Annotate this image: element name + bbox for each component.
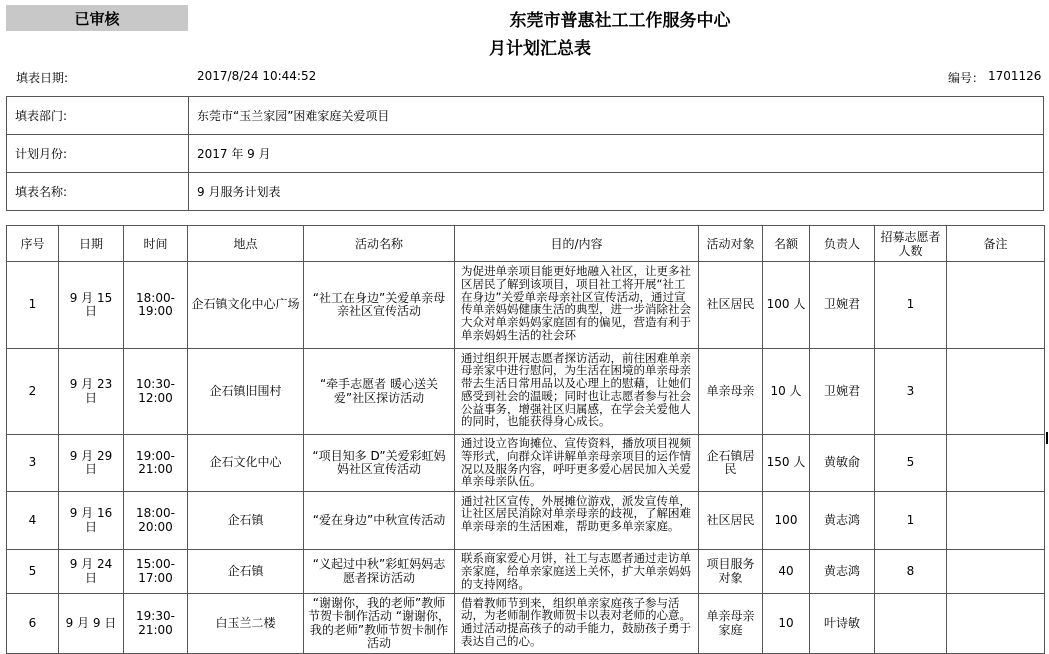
doc-number-label: 编号： xyxy=(948,71,985,85)
cell-remark xyxy=(947,262,1045,349)
col-header-leader: 负责人 xyxy=(810,226,875,262)
col-header-no: 序号 xyxy=(7,226,59,262)
cell-place: 企石镇 xyxy=(188,550,304,594)
cell-leader: 黄敏俞 xyxy=(810,435,875,492)
fill-date-label: 填表日期: xyxy=(16,71,69,85)
cell-date: 9 月 15 日 xyxy=(59,262,124,349)
cell-activity-name: “社工在身边”关爱单亲母亲社区宣传活动 xyxy=(304,262,455,349)
info-row-month xyxy=(7,135,1044,173)
cell-quota: 100 人 xyxy=(763,262,810,349)
cell-leader: 黄志鸿 xyxy=(810,550,875,594)
cell-place: 企石镇旧围村 xyxy=(188,349,304,435)
col-header-quota: 名额 xyxy=(763,226,810,262)
cell-time: 18:00-19:00 xyxy=(124,262,188,349)
cell-content-wrap xyxy=(455,492,699,550)
cell-target: 单亲母亲 xyxy=(699,349,763,435)
cell-target: 企石镇居民 xyxy=(699,435,763,492)
cell-place: 企石文化中心 xyxy=(188,435,304,492)
cell-content-wrap xyxy=(455,550,699,594)
plan-table xyxy=(6,225,1045,654)
organization-title: 东莞市普惠社工工作服务中心 xyxy=(509,11,731,31)
cell-volunteers: 8 xyxy=(875,550,947,594)
info-row-department xyxy=(7,97,1044,135)
cell-time: 10:30-12:00 xyxy=(124,349,188,435)
approval-status-badge: 已审核 xyxy=(6,5,188,31)
cell-volunteers: 5 xyxy=(875,435,947,492)
cell-remark xyxy=(947,492,1045,550)
cell-leader: 卫婉君 xyxy=(810,349,875,435)
cell-no: 5 xyxy=(7,550,59,594)
cell-remark xyxy=(947,435,1045,492)
cell-quota: 100 xyxy=(763,492,810,550)
cell-time: 18:00-20:00 xyxy=(124,492,188,550)
cell-date: 9 月 9 日 xyxy=(59,594,124,654)
cell-place: 企石镇文化中心广场 xyxy=(188,262,304,349)
cell-volunteers: 1 xyxy=(875,492,947,550)
info-row-form-name xyxy=(7,173,1044,211)
cell-remark xyxy=(947,349,1045,435)
cell-no: 2 xyxy=(7,349,59,435)
info-table xyxy=(6,96,1044,211)
cell-no: 6 xyxy=(7,594,59,654)
cell-volunteers xyxy=(875,594,947,654)
cell-target: 社区居民 xyxy=(699,262,763,349)
cell-content-wrap xyxy=(455,594,699,654)
doc-number-value: 1701126 xyxy=(988,69,1042,83)
col-header-target: 活动对象 xyxy=(699,226,763,262)
cell-content-wrap xyxy=(455,349,699,435)
cell-content-wrap xyxy=(455,435,699,492)
cell-place: 企石镇 xyxy=(188,492,304,550)
cell-volunteers: 1 xyxy=(875,262,947,349)
cell-content: 为促进单亲项目能更好地融入社区，让更多社区居民了解到该项目，项目社工将开展“社工在身边”关爱单亲母亲社区宣传活动，通过宣传单亲妈妈健康生活的典型，进一步消除社会大众对单亲妈妈家庭固有的偏见，营造有利于单亲妈妈生活的社会环 xyxy=(461,265,691,342)
cell-time: 19:30-21:00 xyxy=(124,594,188,654)
cell-date: 9 月 16 日 xyxy=(59,492,124,550)
cell-quota: 40 xyxy=(763,550,810,594)
cell-no: 1 xyxy=(7,262,59,349)
cell-time: 19:00-21:00 xyxy=(124,435,188,492)
info-label: 填表名称: xyxy=(7,173,189,211)
cell-place: 白玉兰二楼 xyxy=(188,594,304,654)
cell-content: 通过组织开展志愿者探访活动，前往困难单亲母亲家中进行慰问，为生活在困境的单亲母亲带去生活日常用品以及心理上的慰藉，让她们感受到社会的温暖；同时也让志愿者参与社会公益事务，增强社区归属感，在学会关爱他人的同时，也能获得身心成长。 xyxy=(461,351,691,429)
cell-date: 9 月 23 日 xyxy=(59,349,124,435)
table-row[interactable] xyxy=(7,594,1045,654)
cell-time: 15:00-17:00 xyxy=(124,550,188,594)
cell-content: 通过社区宣传，外展摊位游戏，派发宣传单，让社区居民消除对单亲母亲的歧视，了解困难单亲母亲的生活困难，帮助更多单亲家庭。 xyxy=(461,494,691,534)
fill-date-value: 2017/8/24 10:44:52 xyxy=(197,69,317,83)
document-title: 月计划汇总表 xyxy=(489,39,591,59)
cell-activity-name: “义起过中秋”彩虹妈妈志愿者探访活动 xyxy=(304,550,455,594)
table-row[interactable] xyxy=(7,550,1045,594)
col-header-date: 日期 xyxy=(59,226,124,262)
col-header-name: 活动名称 xyxy=(304,226,455,262)
cell-remark xyxy=(947,594,1045,654)
cell-no: 4 xyxy=(7,492,59,550)
info-label: 计划月份: xyxy=(7,135,189,173)
col-header-time: 时间 xyxy=(124,226,188,262)
cell-leader: 叶诗敏 xyxy=(810,594,875,654)
cell-leader: 卫婉君 xyxy=(810,262,875,349)
info-value[interactable]: 9 月服务计划表 xyxy=(189,173,1044,211)
table-row[interactable] xyxy=(7,492,1045,550)
table-header-row xyxy=(7,226,1045,262)
cell-quota: 10 xyxy=(763,594,810,654)
cell-quota: 10 人 xyxy=(763,349,810,435)
cell-quota: 150 人 xyxy=(763,435,810,492)
table-row[interactable] xyxy=(7,262,1045,349)
col-header-content: 目的/内容 xyxy=(455,226,699,262)
cell-remark xyxy=(947,550,1045,594)
table-row[interactable] xyxy=(7,435,1045,492)
info-value[interactable]: 2017 年 9 月 xyxy=(189,135,1044,173)
cell-leader: 黄志鸿 xyxy=(810,492,875,550)
cell-date: 9 月 29 日 xyxy=(59,435,124,492)
cell-volunteers: 3 xyxy=(875,349,947,435)
table-row[interactable] xyxy=(7,349,1045,435)
cell-target: 单亲母亲家庭 xyxy=(699,594,763,654)
cell-content: 借着教师节到来，组织单亲家庭孩子参与活动，为老师制作教师贺卡以表对老师的心意。通过活动提高孩子的动手能力，鼓励孩子勇于表达自己的心。 xyxy=(461,596,691,648)
cell-content: 通过设立咨询摊位、宣传资料，播放项目视频等形式，向群众详讲解单亲母亲项目的运作情况以及服务内容，呼吁更多爱心居民加入关爱单亲母亲队伍。 xyxy=(461,437,691,489)
info-value[interactable]: 东莞市“玉兰家园”困难家庭关爱项目 xyxy=(189,97,1044,135)
cell-activity-name: “谢谢你，我的老师”教师节贺卡制作活动 “谢谢你，我的老师”教师节贺卡制作活动 xyxy=(304,594,455,654)
cell-target: 项目服务对象 xyxy=(699,550,763,594)
cell-activity-name: “项目知多 D”关爱彩虹妈妈社区宣传活动 xyxy=(304,435,455,492)
cell-activity-name: “牵手志愿者 暖心送关爱”社区探访活动 xyxy=(304,349,455,435)
cell-activity-name: “爱在身边”中秋宣传活动 xyxy=(304,492,455,550)
text-cursor xyxy=(1046,432,1048,444)
cell-content: 联系商家爱心月饼，社工与志愿者通过走访单亲家庭，给单亲家庭送上关怀，扩大单亲妈妈的支持网络。 xyxy=(461,552,691,591)
info-label: 填表部门: xyxy=(7,97,189,135)
cell-date: 9 月 24 日 xyxy=(59,550,124,594)
col-header-remark: 备注 xyxy=(947,226,1045,262)
col-header-volunteers: 招募志愿者人数 xyxy=(875,226,947,262)
cell-no: 3 xyxy=(7,435,59,492)
cell-content-wrap xyxy=(455,262,699,349)
col-header-place: 地点 xyxy=(188,226,304,262)
cell-target: 社区居民 xyxy=(699,492,763,550)
